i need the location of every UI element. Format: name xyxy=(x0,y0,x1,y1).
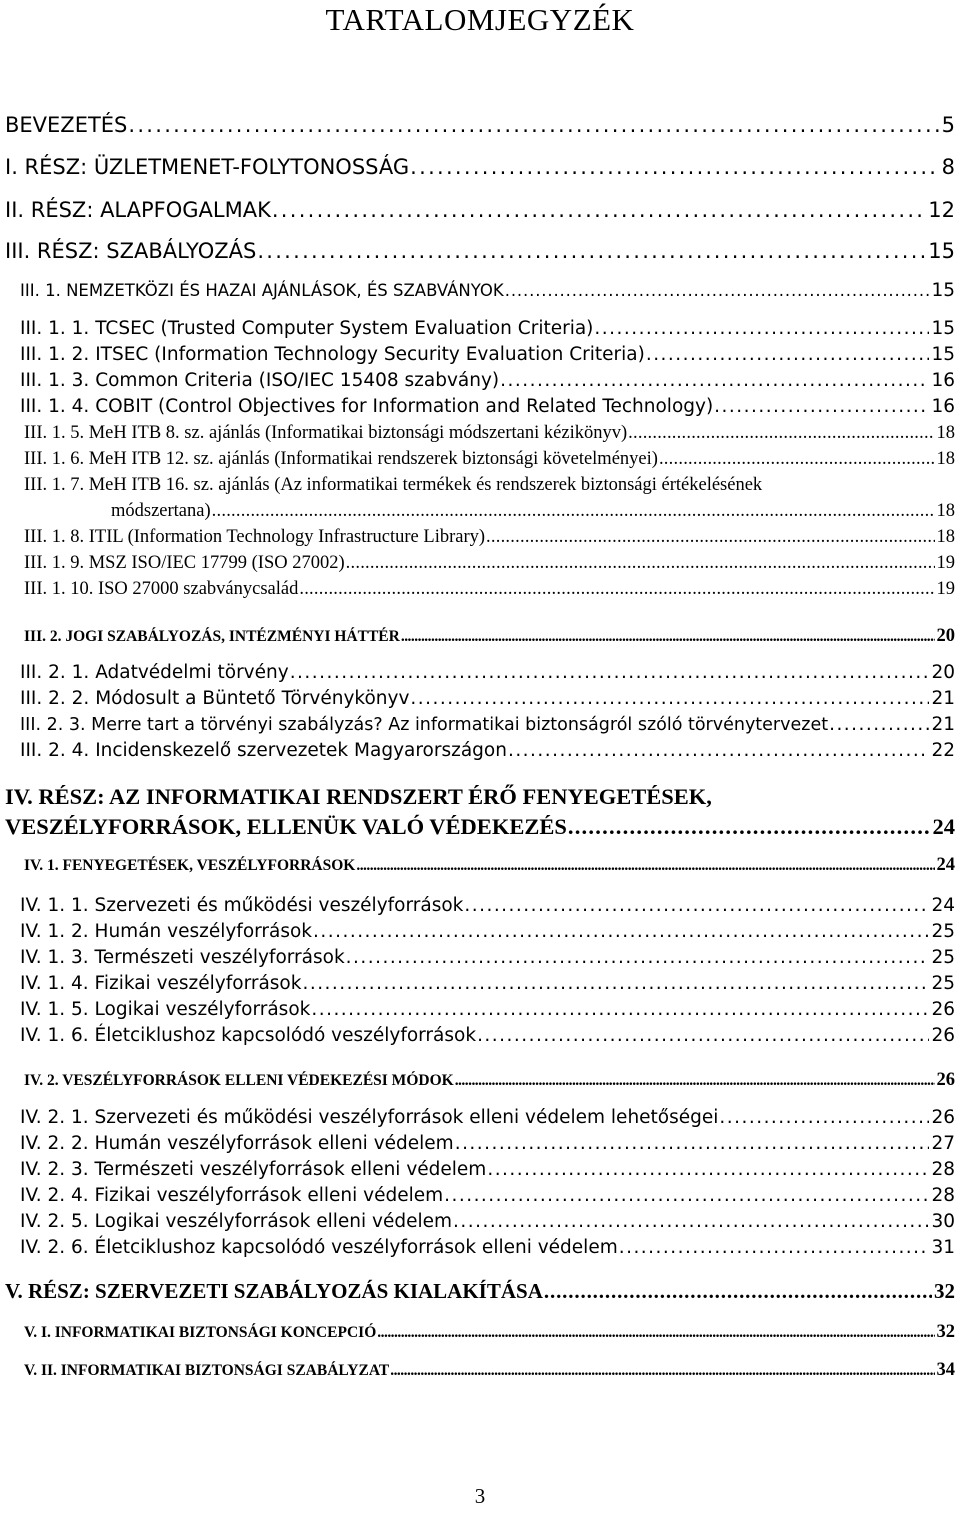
toc-entry-continuation[interactable] xyxy=(0,815,955,839)
toc-entry[interactable] xyxy=(0,687,955,711)
toc-entry-page: 16 xyxy=(931,370,955,391)
toc-leader xyxy=(410,687,929,711)
toc-entry-page: 30 xyxy=(931,1211,955,1232)
toc-entry-text: V. I. INFORMATIKAI BIZTONSÁGI KONCEPCIÓ xyxy=(24,1324,377,1341)
toc-entry-text: III. 1. NEMZETKÖZI ÉS HAZAI AJÁNLÁSOK, ÉS SZABVÁNYOK xyxy=(20,281,504,300)
toc-leader xyxy=(290,661,930,685)
toc-leader xyxy=(619,1236,930,1260)
toc-entry-text: IV. RÉSZ: AZ INFORMATIKAI RENDSZERT ÉRŐ FENYEGETÉSEK, xyxy=(5,784,712,809)
toc-entry[interactable] xyxy=(0,1068,955,1092)
toc-entry-text: IV. 1. 6. Életciklushoz kapcsolódó veszélyforrások xyxy=(20,1025,477,1046)
toc-leader xyxy=(714,395,929,419)
toc-entry-page: 32 xyxy=(934,1279,955,1303)
toc-entry[interactable] xyxy=(0,369,955,393)
toc-entry-page: 12 xyxy=(928,198,955,222)
toc-entry-page: 34 xyxy=(936,1360,955,1380)
toc-entry-page: 19 xyxy=(936,553,955,573)
toc-entry-page: 16 xyxy=(931,396,955,417)
toc-entry-text: IV. 1. 5. Logikai veszélyforrások xyxy=(20,999,311,1020)
toc-entry-page: 20 xyxy=(931,662,955,683)
toc-entry[interactable] xyxy=(0,551,955,575)
toc-entry-page: 15 xyxy=(931,344,955,365)
toc-entry[interactable] xyxy=(0,113,955,137)
toc-entry-text: IV. 2. 3. Természeti veszélyforrások elleni védelem xyxy=(20,1159,487,1180)
toc-entry-continuation[interactable] xyxy=(0,499,955,523)
toc-entry[interactable] xyxy=(0,1210,955,1234)
toc-entry-page: 20 xyxy=(936,626,955,646)
toc-entry-text: III. 1. 4. COBIT (Control Objectives for Information and Related Technology) xyxy=(20,396,714,417)
toc-leader xyxy=(128,113,939,137)
toc-entry[interactable] xyxy=(0,577,955,601)
toc-leader xyxy=(500,369,929,393)
toc-entry-page: 26 xyxy=(931,1025,955,1046)
toc-entry[interactable] xyxy=(0,920,955,944)
toc-entry-text: III. 1. 6. MeH ITB 12. sz. ajánlás (Informatikai rendszerek biztonsági követelményei) xyxy=(24,449,658,469)
toc-leader xyxy=(505,279,930,303)
toc-entry[interactable] xyxy=(0,1024,955,1048)
toc-entry-text: IV. 2. 1. Szervezeti és működési veszélyforrások elleni védelem lehetőségei xyxy=(20,1107,719,1128)
toc-leader xyxy=(544,1279,932,1303)
toc-entry[interactable] xyxy=(0,421,955,445)
toc-entry-page: 25 xyxy=(931,947,955,968)
toc-entry[interactable] xyxy=(0,739,955,763)
toc-entry[interactable] xyxy=(0,894,955,918)
toc-entry-text: IV. 1. 4. Fizikai veszélyforrások xyxy=(20,973,302,994)
toc-entry-text: III. 1. 5. MeH ITB 8. sz. ajánlás (Informatikai biztonsági módszertani kézikönyv) xyxy=(24,423,628,443)
toc-entry-page: 24 xyxy=(936,855,955,875)
toc-entry-text: III. 1. 9. MSZ ISO/IEC 17799 (ISO 27002) xyxy=(24,553,345,573)
toc-entry-text: VESZÉLYFORRÁSOK, ELLENÜK VALÓ VÉDEKEZÉS xyxy=(5,814,567,839)
toc-entry-text: IV. 1. FENYEGETÉSEK, VESZÉLYFORRÁSOK xyxy=(24,857,356,874)
toc-leader xyxy=(486,525,934,549)
toc-entry-text: IV. 2. 4. Fizikai veszélyforrások elleni védelem xyxy=(20,1185,444,1206)
toc-entry-text: II. RÉSZ: ALAPFOGALMAK xyxy=(5,198,271,222)
toc-entry-text: III. 2. JOGI SZABÁLYOZÁS, INTÉZMÉNYI HÁTTÉR xyxy=(24,628,400,645)
toc-entry[interactable] xyxy=(0,473,955,497)
toc-entry[interactable] xyxy=(0,279,955,303)
toc-entry[interactable] xyxy=(0,853,955,877)
toc-leader xyxy=(487,1158,929,1182)
toc-leader xyxy=(390,1359,934,1383)
toc-entry[interactable] xyxy=(0,1132,955,1156)
toc-entry-page: 26 xyxy=(931,1107,955,1128)
toc-entry-page: 24 xyxy=(932,814,955,839)
toc-leader xyxy=(508,739,930,763)
toc-entry-text: IV. 2. 6. Életciklushoz kapcsolódó veszélyforrások elleni védelem xyxy=(20,1237,618,1258)
toc-entry-text: III. 1. 8. ITIL (Information Technology Infrastructure Library) xyxy=(24,527,486,547)
toc-leader xyxy=(346,946,930,970)
toc-entry-text: III. 2. 1. Adatvédelmi törvény xyxy=(20,662,289,683)
toc-entry[interactable] xyxy=(0,1358,955,1382)
toc-leader xyxy=(346,551,935,575)
toc-entry[interactable] xyxy=(0,1184,955,1208)
toc-entry[interactable] xyxy=(0,972,955,996)
toc-entry[interactable] xyxy=(0,785,955,809)
toc-leader xyxy=(444,1184,929,1208)
toc-entry-text: III. 2. 4. Incidenskezelő szervezetek Magyarországon xyxy=(20,740,507,761)
toc-entry[interactable] xyxy=(0,198,955,222)
toc-leader xyxy=(455,1132,930,1156)
toc-leader xyxy=(646,343,930,367)
toc-leader xyxy=(453,1210,929,1234)
toc-leader xyxy=(477,1024,929,1048)
toc-leader xyxy=(464,894,929,918)
toc-entry-text: III. 1. 7. MeH ITB 16. sz. ajánlás (Az informatikai termékek és rendszerek biztonsági értékelésének xyxy=(24,475,763,495)
toc-entry-page: 26 xyxy=(936,1070,955,1090)
toc-entry-page: 15 xyxy=(931,318,955,339)
toc-entry-text: III. 2. 3. Merre tart a törvényi szabályzás? Az informatikai biztonságról szóló törvénytervezet xyxy=(20,715,829,735)
toc-entry-text: V. RÉSZ: SZERVEZETI SZABÁLYOZÁS KIALAKÍTÁSA xyxy=(5,1279,543,1303)
toc-entry[interactable] xyxy=(0,155,955,179)
toc-entry[interactable] xyxy=(0,317,955,341)
page-title: TARTALOMJEGYZÉK xyxy=(325,2,635,37)
toc-entry[interactable] xyxy=(0,1236,955,1260)
toc-entry-text: III. 1. 2. ITSEC (Information Technology Security Evaluation Criteria) xyxy=(20,344,645,365)
toc-entry[interactable] xyxy=(0,447,955,471)
toc-entry-text: III. 2. 2. Módosult a Büntető Törvénykönyv xyxy=(20,688,410,709)
toc-entry-page: 18 xyxy=(936,423,955,443)
toc-leader xyxy=(401,625,935,649)
toc-entry-text: III. RÉSZ: SZABÁLYOZÁS xyxy=(5,239,257,263)
toc-entry[interactable] xyxy=(0,1320,955,1344)
toc-entry-page: 25 xyxy=(931,973,955,994)
toc-entry-text: I. RÉSZ: ÜZLETMENET-FOLYTONOSSÁG xyxy=(5,155,410,179)
toc-leader xyxy=(313,920,929,944)
toc-entry-page: 27 xyxy=(931,1133,955,1154)
toc-entry-page: 21 xyxy=(931,688,955,709)
toc-entry-page: 18 xyxy=(936,449,955,469)
toc-entry-page: 28 xyxy=(931,1185,955,1206)
toc-leader xyxy=(302,972,929,996)
toc-entry-page: 25 xyxy=(931,921,955,942)
toc-entry-text: IV. 2. 2. Humán veszélyforrások elleni védelem xyxy=(20,1133,454,1154)
toc-entry[interactable] xyxy=(0,395,955,419)
toc-entry-text: IV. 2. VESZÉLYFORRÁSOK ELLENI VÉDEKEZÉSI MÓDOK xyxy=(24,1072,454,1089)
toc-leader xyxy=(594,317,929,341)
toc-entry-text: IV. 1. 1. Szervezeti és működési veszélyforrások xyxy=(20,895,464,916)
toc-entry-page: 18 xyxy=(936,527,955,547)
toc-entry-page: 21 xyxy=(931,714,955,735)
toc-entry[interactable] xyxy=(0,998,955,1022)
toc-entry-page: 31 xyxy=(931,1237,955,1258)
toc-leader xyxy=(829,713,929,737)
toc-leader xyxy=(299,577,934,601)
toc-leader xyxy=(659,447,935,471)
toc-entry-text: módszertana) xyxy=(111,501,211,521)
toc-entry-page: 24 xyxy=(931,895,955,916)
toc-entry-page: 28 xyxy=(931,1159,955,1180)
toc-entry-page: 5 xyxy=(941,113,955,137)
toc-entry-page: 15 xyxy=(931,280,955,301)
toc-leader xyxy=(356,854,934,878)
page-number: 3 xyxy=(474,1484,486,1508)
toc-entry[interactable] xyxy=(0,946,955,970)
toc-entry-text: IV. 1. 3. Természeti veszélyforrások xyxy=(20,947,345,968)
toc-entry-text: V. II. INFORMATIKAI BIZTONSÁGI SZABÁLYZAT xyxy=(24,1362,390,1379)
toc-leader xyxy=(272,198,926,222)
toc-entry-page: 19 xyxy=(936,579,955,599)
toc-entry[interactable] xyxy=(0,1158,955,1182)
toc-entry-page: 32 xyxy=(936,1322,955,1342)
toc-entry[interactable] xyxy=(0,713,955,737)
toc-entry[interactable] xyxy=(0,624,955,648)
toc-entry[interactable] xyxy=(0,343,955,367)
toc-entry-text: IV. 1. 2. Humán veszélyforrások xyxy=(20,921,313,942)
toc-leader xyxy=(455,1069,935,1093)
toc-entry[interactable] xyxy=(0,1279,955,1303)
toc-entry-page: 22 xyxy=(931,740,955,761)
toc-entry-page: 18 xyxy=(936,501,955,521)
toc-leader xyxy=(568,815,931,839)
toc-entry-page: 8 xyxy=(941,155,955,179)
toc-entry-text: III. 1. 10. ISO 27000 szabványcsalád xyxy=(24,579,299,599)
toc-leader xyxy=(628,421,934,445)
toc-entry-page: 15 xyxy=(928,239,955,263)
toc-leader xyxy=(257,239,926,263)
toc-leader xyxy=(410,155,939,179)
toc-entry[interactable] xyxy=(0,661,955,685)
toc-entry-text: IV. 2. 5. Logikai veszélyforrások elleni védelem xyxy=(20,1211,453,1232)
toc-entry-text: BEVEZETÉS xyxy=(5,113,128,137)
toc-entry[interactable] xyxy=(0,1106,955,1130)
toc-entry-page: 26 xyxy=(931,999,955,1020)
toc-leader xyxy=(719,1106,929,1130)
toc-leader xyxy=(311,998,929,1022)
toc-leader xyxy=(377,1321,934,1345)
toc-entry-text: III. 1. 3. Common Criteria (ISO/IEC 15408 szabvány) xyxy=(20,370,500,391)
toc-leader xyxy=(212,499,935,523)
toc-entry[interactable] xyxy=(0,239,955,263)
toc-entry-text: III. 1. 1. TCSEC (Trusted Computer System Evaluation Criteria) xyxy=(20,318,594,339)
toc-entry[interactable] xyxy=(0,525,955,549)
